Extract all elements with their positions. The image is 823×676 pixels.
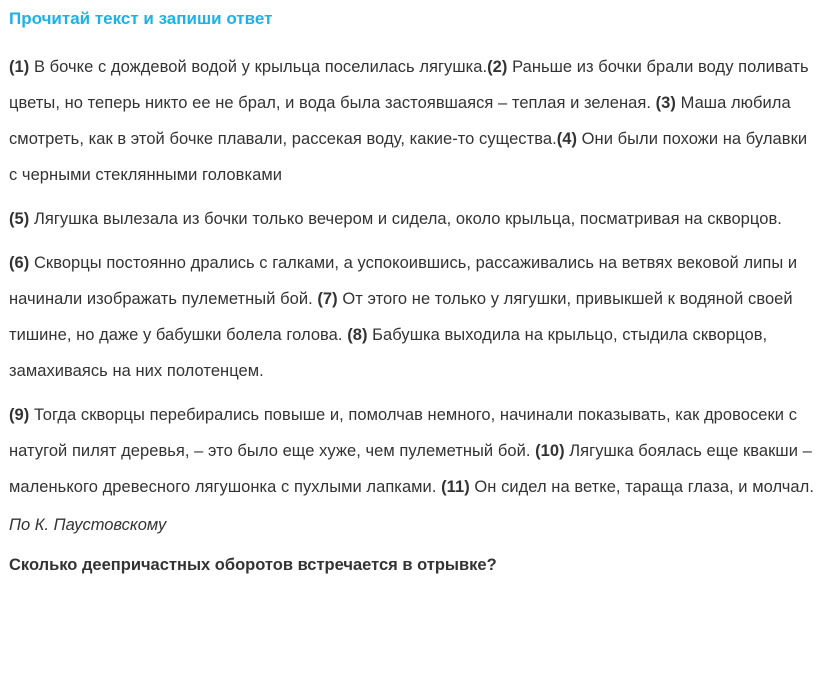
sentence-number: (6) (9, 254, 30, 272)
paragraph-2 (9, 201, 815, 237)
question-text: Сколько деепричастных оборотов встречается в отрывке? (9, 556, 497, 574)
sentence-number: (9) (9, 406, 30, 424)
sentence-text: Скворцы постоянно дрались с галками, а успокоившись, рассаживались на ветвях вековой липы и начинали изображать пулеметный бой. (9, 254, 798, 308)
paragraph-4 (9, 397, 815, 505)
sentence-number: (10) (535, 442, 565, 460)
text-body (9, 49, 815, 505)
sentence-number: (1) (9, 58, 30, 76)
paragraph-1 (9, 49, 815, 193)
sentence-text: Лягушка вылезала из бочки только вечером и сидела, около крыльца, посматривая на скворцов. (29, 210, 782, 228)
sentence-number: (4) (556, 130, 578, 148)
sentence-text: Они были похожи на булавки с черными стеклянными головками (9, 130, 808, 184)
author-attribution: По К. Паустовскому (9, 516, 167, 534)
sentence-text: Он сидел на ветке, тараща глаза, и молчал. (469, 478, 814, 496)
sentence-number: (11) (441, 478, 470, 496)
sentence-number: (5) (9, 210, 30, 228)
sentence-text: Раньше из бочки брали воду поливать цветы, но теперь никто ее не брал, и вода была застоявшаяся – теплая и зеленая. (9, 58, 809, 112)
sentence-text: В бочке с дождевой водой у крыльца поселилась лягушка. (29, 58, 488, 76)
paragraph-3 (9, 245, 815, 389)
sentence-number: (3) (655, 94, 676, 112)
sentence-number: (8) (347, 326, 368, 344)
sentence-text: Маша любила смотреть, как в этой бочке плавали, рассекая воду, какие-то существа. (9, 94, 791, 148)
sentence-number: (7) (317, 290, 338, 308)
sentence-text: Лягушка боялась еще квакши – маленького древесного лягушонка с пухлыми лапками. (9, 442, 812, 496)
sentence-text: От этого не только у лягушки, привыкшей к водяной своей тишине, но даже у бабушки болела голова. (9, 290, 793, 344)
sentence-number: (2) (487, 58, 508, 76)
sentence-text: Бабушка выходила на крыльцо, стыдила скворцов, замахиваясь на них полотенцем. (9, 326, 768, 380)
sentence-text: Тогда скворцы перебирались повыше и, помолчав немного, начинали показывать, как дровосеки с натугой пилят деревья, – это было еще хуже, чем пулеметный бой. (9, 406, 797, 460)
task-title: Прочитай текст и запиши ответ (9, 9, 273, 28)
